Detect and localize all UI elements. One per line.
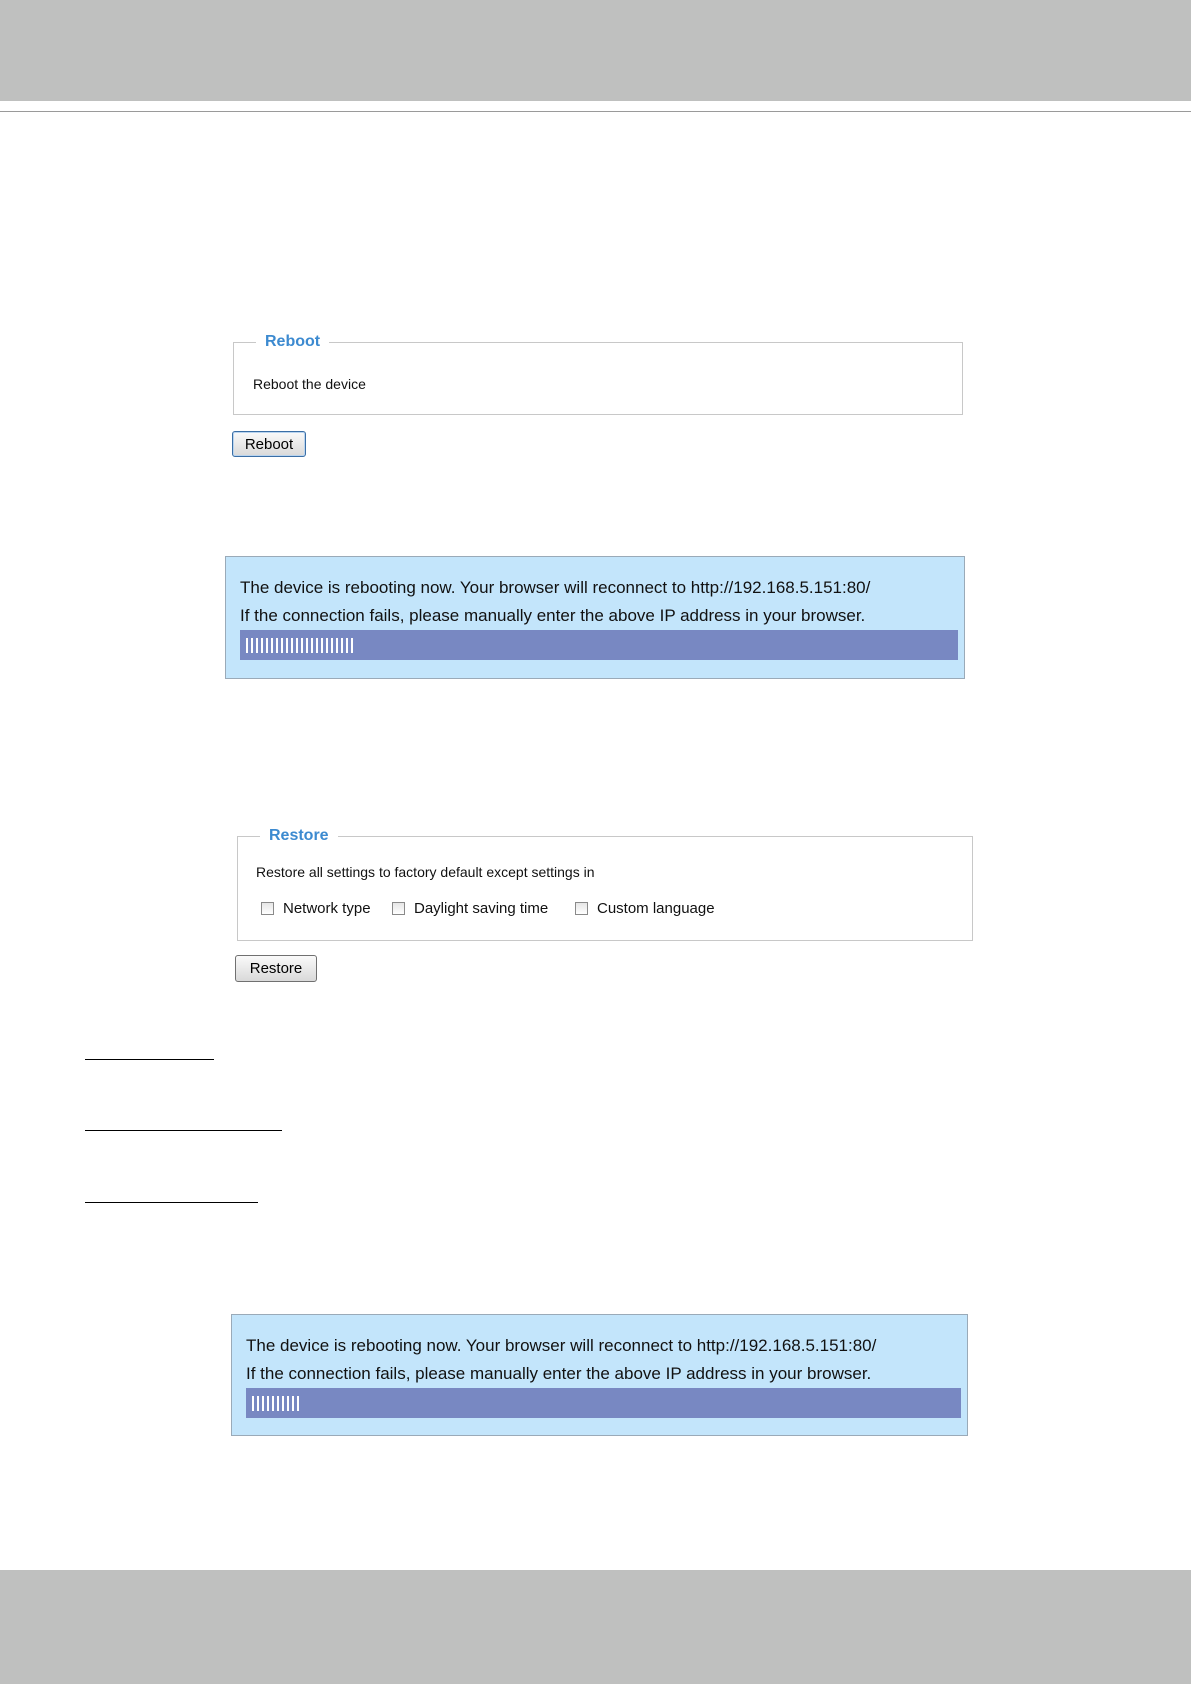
option-custom-language[interactable] [575,900,715,917]
daylight-saving-time-label: Daylight saving time [414,900,549,917]
restore-legend: Restore [269,827,329,844]
reboot-notice-line-2: If the connection fails, please manually enter the above IP address in your browser. [240,606,866,625]
daylight-saving-time-checkbox[interactable] [392,902,405,915]
restore-fieldset [237,827,973,941]
blank-underline-2 [85,1130,282,1131]
blank-underline-3 [85,1202,258,1203]
network-type-label: Network type [283,900,371,917]
restore-button[interactable]: Restore [235,955,317,982]
option-daylight-saving-time[interactable] [392,900,548,917]
restore-progress-fill [252,1396,302,1411]
restore-notice-line-1: The device is rebooting now. Your browser will reconnect to http://192.168.5.151:80/ [246,1336,877,1355]
reboot-notice-panel [225,556,965,679]
restore-progress-bar [246,1388,961,1418]
custom-language-checkbox[interactable] [575,902,588,915]
page-header-band [0,0,1191,101]
restore-notice-panel [231,1314,968,1436]
blank-underline-1 [85,1059,214,1060]
reboot-progress-bar [240,630,958,660]
reboot-notice-line-1: The device is rebooting now. Your browser will reconnect to http://192.168.5.151:80/ [240,578,871,597]
reboot-description: Reboot the device [253,376,366,392]
header-rule [0,111,1191,112]
reboot-button[interactable]: Reboot [232,431,306,457]
network-type-checkbox[interactable] [261,902,274,915]
restore-notice-line-2: If the connection fails, please manually enter the above IP address in your browser. [246,1364,872,1383]
option-network-type[interactable] [261,900,371,917]
restore-description: Restore all settings to factory default except settings in [256,864,595,880]
reboot-legend: Reboot [265,333,321,350]
reboot-progress-fill [246,638,354,653]
reboot-fieldset [233,333,963,415]
custom-language-label: Custom language [597,900,715,917]
page-footer-band [0,1570,1191,1684]
